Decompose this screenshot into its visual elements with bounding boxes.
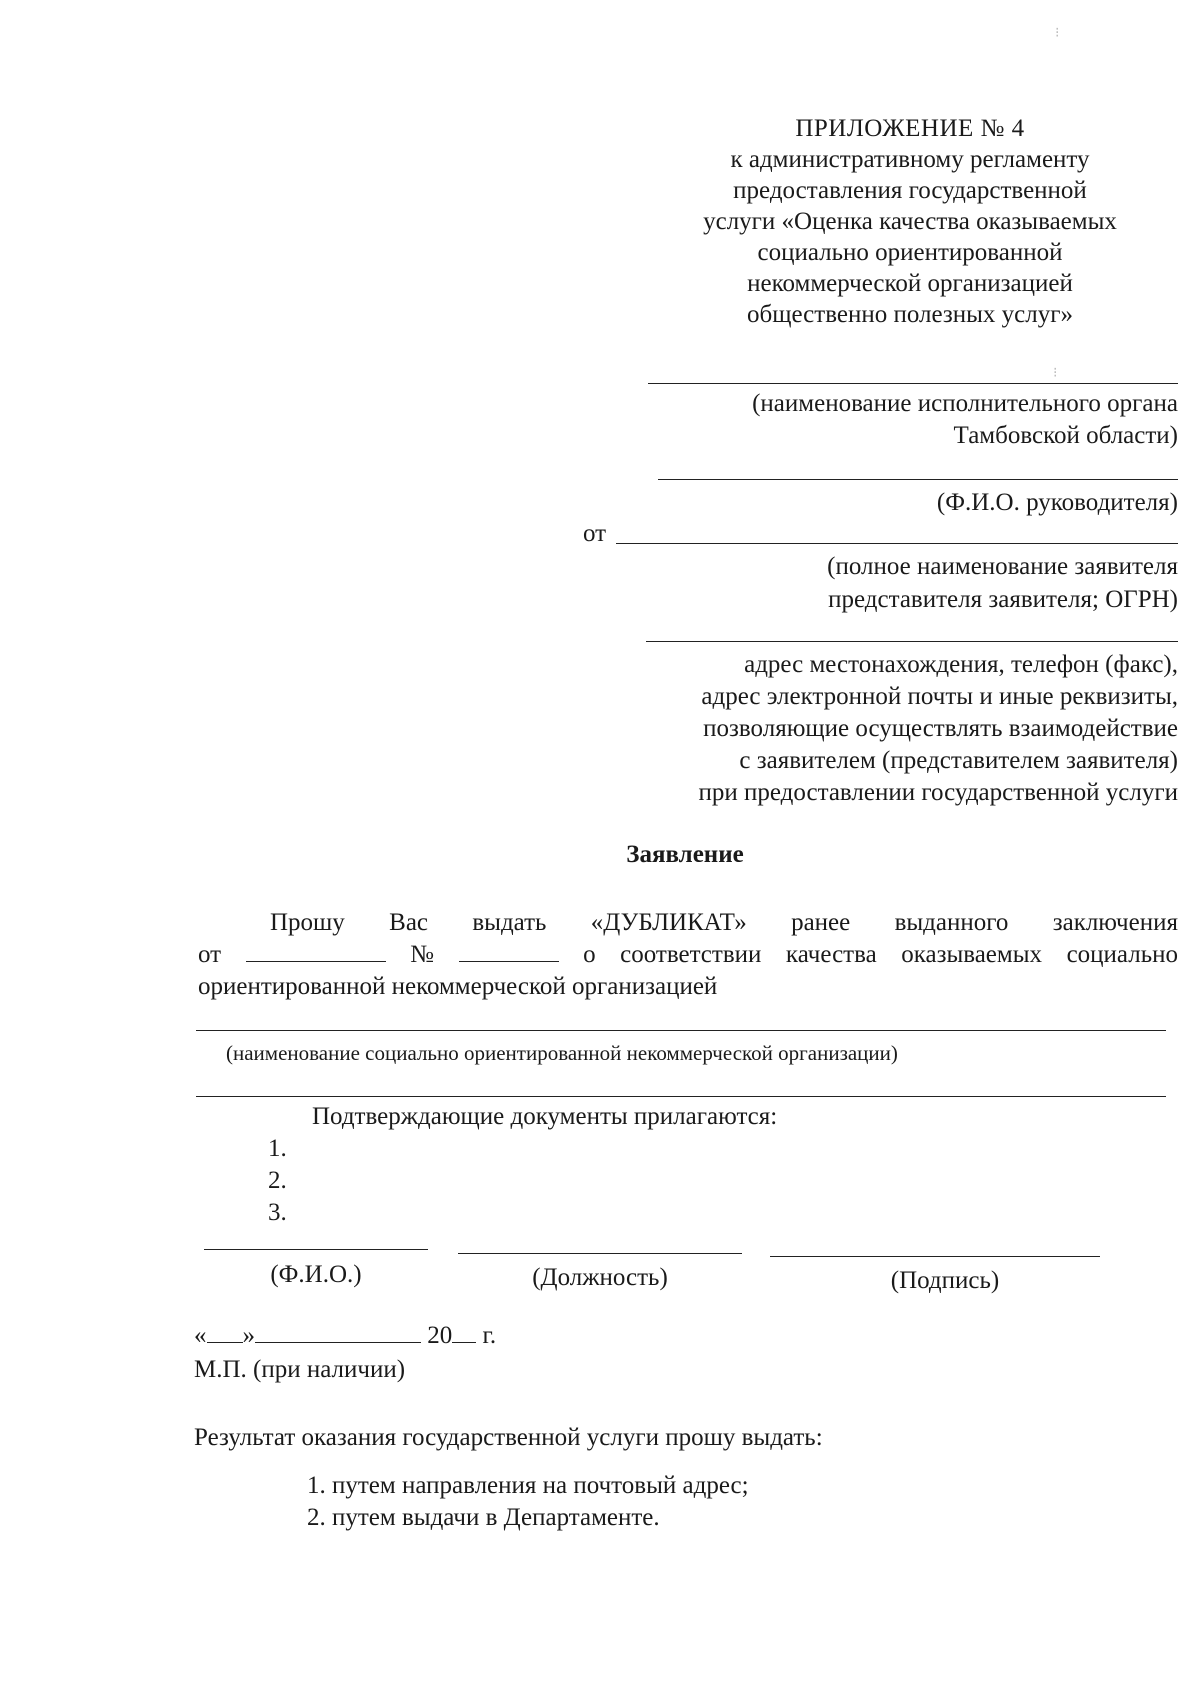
- word: социально: [1066, 941, 1178, 968]
- appendix-line: предоставления государственной: [733, 177, 1087, 204]
- organ-caption-line2: Тамбовской области): [953, 422, 1178, 449]
- organization-caption: (наименование социально ориентированной некоммерческой организации): [226, 1041, 898, 1065]
- appendix-title: ПРИЛОЖЕНИЕ № 4: [795, 115, 1025, 142]
- contacts-field-line[interactable]: [646, 641, 1178, 642]
- date-line: [194, 1320, 496, 1351]
- contacts-line: при предоставлении государственной услуги: [698, 779, 1178, 806]
- from-label: от: [583, 520, 607, 547]
- appendix-block: [640, 113, 1180, 330]
- fio-signature-line[interactable]: [204, 1249, 428, 1250]
- year-field[interactable]: [452, 1320, 476, 1343]
- word: выдать: [472, 909, 547, 936]
- word: заключения: [1052, 909, 1178, 936]
- head-fio-caption: (Ф.И.О. руководителя): [936, 489, 1178, 516]
- applicant-field-line[interactable]: [616, 543, 1178, 544]
- word: Прошу: [270, 909, 345, 936]
- word: ранее: [791, 909, 851, 936]
- document-item: 2.: [268, 1167, 287, 1194]
- word: Вас: [389, 909, 429, 936]
- appendix-line: некоммерческой организацией: [747, 270, 1073, 297]
- organization-field-line-2[interactable]: [196, 1096, 1166, 1097]
- date-open-quote: «: [194, 1322, 207, 1349]
- date-close-quote: »: [242, 1322, 255, 1349]
- statement-line2: [198, 939, 1178, 970]
- appendix-line: услуги «Оценка качества оказываемых: [703, 208, 1117, 235]
- fio-caption: (Ф.И.О.): [270, 1261, 362, 1288]
- appendix-line: общественно полезных услуг»: [746, 301, 1074, 328]
- date-from-label: от: [198, 941, 222, 968]
- organization-field-line[interactable]: [196, 1030, 1166, 1031]
- stamp-note: М.П. (при наличии): [194, 1356, 406, 1383]
- organ-name-field-line[interactable]: [648, 383, 1178, 384]
- scan-mark: ⁝: [1055, 26, 1060, 41]
- word: оказываемых: [901, 941, 1043, 968]
- position-signature-line[interactable]: [458, 1253, 742, 1254]
- applicant-caption-line1: (полное наименование заявителя: [827, 553, 1178, 580]
- number-sign: №: [410, 941, 435, 968]
- signature-caption: (Подпись): [890, 1267, 1000, 1294]
- head-fio-field-line[interactable]: [658, 479, 1178, 480]
- organ-caption-line1: (наименование исполнительного органа: [752, 390, 1178, 417]
- conclusion-number-field[interactable]: [459, 939, 559, 962]
- month-field[interactable]: [255, 1320, 421, 1343]
- word: качества: [785, 941, 877, 968]
- appendix-line: социально ориентированной: [757, 239, 1063, 266]
- result-option[interactable]: 2. путем выдачи в Департаменте.: [307, 1504, 660, 1531]
- documents-heading: Подтверждающие документы прилагаются:: [312, 1103, 778, 1130]
- contacts-line: адрес местонахождения, телефон (факс),: [744, 651, 1178, 678]
- statement-title: Заявление: [626, 841, 744, 868]
- result-option[interactable]: 1. путем направления на почтовый адрес;: [307, 1472, 749, 1499]
- signature-line[interactable]: [770, 1256, 1100, 1257]
- day-field[interactable]: [207, 1320, 243, 1343]
- word: «ДУБЛИКАТ»: [590, 909, 747, 936]
- contacts-line: с заявителем (представителем заявителя): [739, 747, 1178, 774]
- conclusion-date-field[interactable]: [246, 939, 386, 962]
- applicant-caption-line2: представителя заявителя; ОГРН): [828, 586, 1178, 613]
- contacts-line: адрес электронной почты и иные реквизиты,: [701, 683, 1178, 710]
- scan-mark: ⁝: [1053, 366, 1058, 381]
- position-caption: (Должность): [532, 1264, 668, 1291]
- year-prefix: 20: [427, 1322, 453, 1349]
- word: соответствии: [620, 941, 762, 968]
- year-suffix: г.: [482, 1322, 497, 1349]
- statement-line1: [270, 907, 1178, 938]
- appendix-line: к административному регламенту: [730, 146, 1090, 173]
- word: о: [583, 941, 596, 968]
- word: выданного: [894, 909, 1009, 936]
- contacts-line: позволяющие осуществлять взаимодействие: [703, 715, 1178, 742]
- result-heading: Результат оказания государственной услуги прошу выдать:: [194, 1424, 823, 1451]
- document-item: 3.: [268, 1199, 287, 1226]
- document-item: 1.: [268, 1135, 287, 1162]
- statement-line3: ориентированной некоммерческой организацией: [198, 973, 718, 1000]
